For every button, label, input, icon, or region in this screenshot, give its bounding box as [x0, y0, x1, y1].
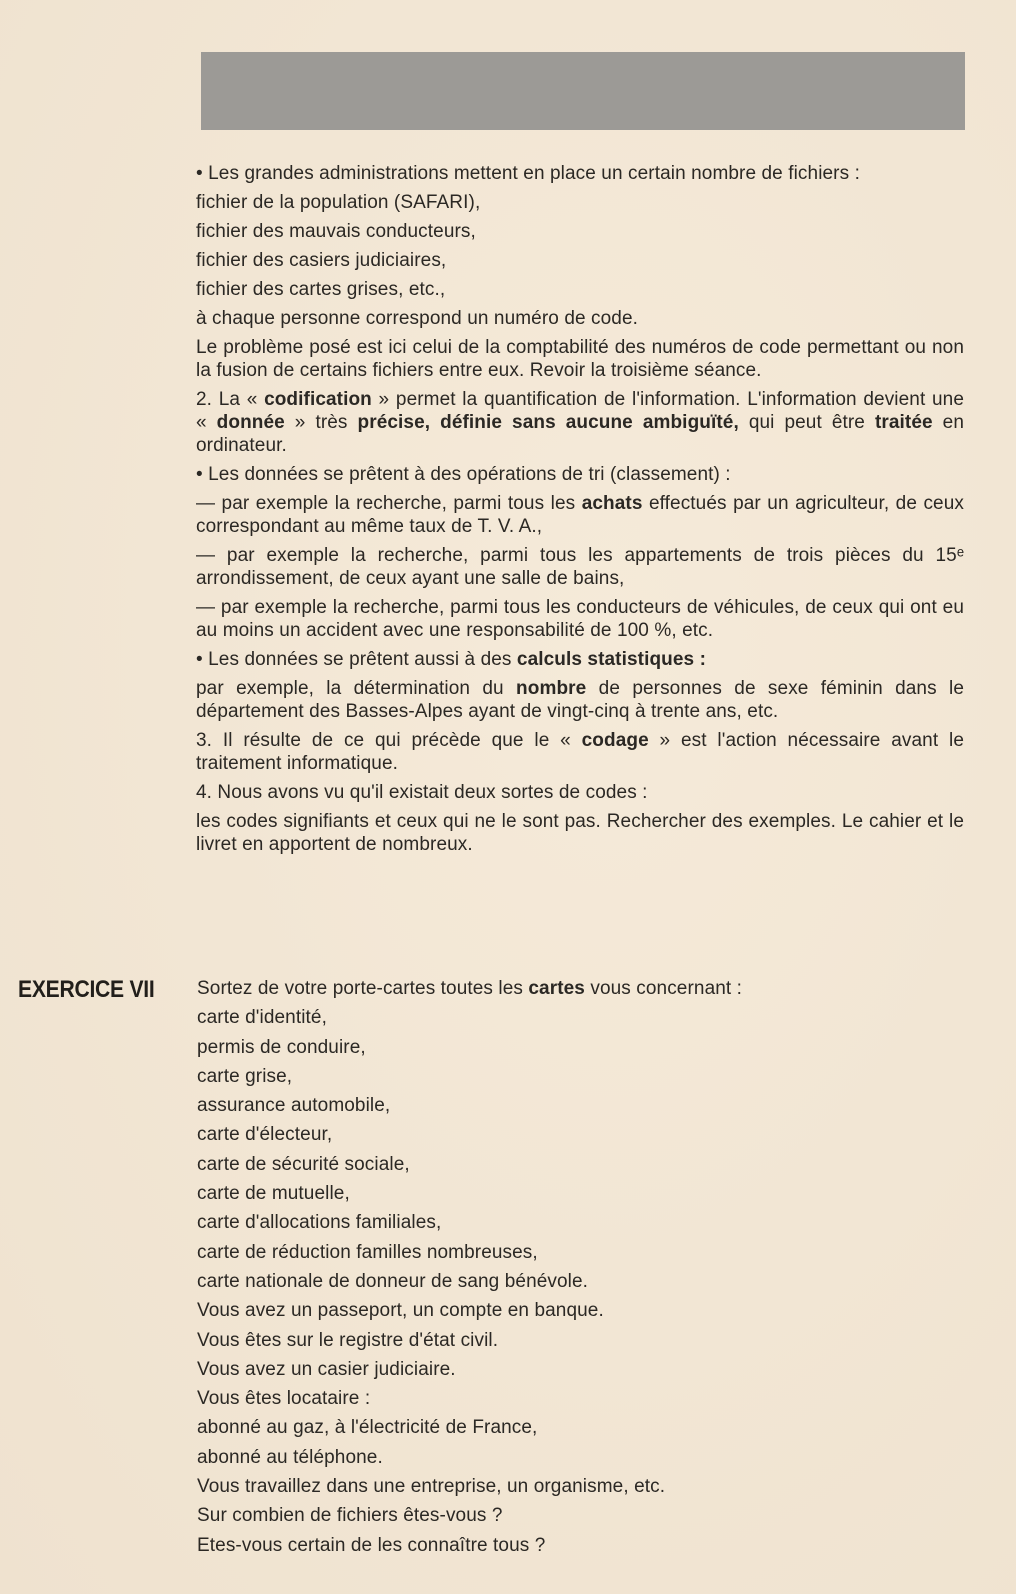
exercise-line [197, 1238, 917, 1267]
text-run: assurance automobile, [197, 1095, 391, 1117]
bold-text: traitée [874, 412, 933, 433]
text-run: en ordinateur. [196, 412, 965, 456]
text-run: vous concernant : [584, 978, 743, 999]
text-run: carte grise, [197, 1065, 293, 1087]
exercise-line [197, 1267, 917, 1296]
bold-text: précise, définie sans aucune ambiguïté, [357, 412, 739, 433]
bold-text: calculs statistiques : [516, 649, 707, 670]
text-run: fichier de la population (SAFARI), [196, 192, 481, 213]
exercise-line [197, 1208, 917, 1237]
bold-text: cartes [528, 978, 585, 999]
section-body [196, 162, 964, 856]
text-run: — par exemple la recherche, parmi tous les conducteurs de véhicules, de ceux qui ont eu au moins un accident avec une responsabilité de 100 %, etc. [196, 597, 964, 641]
exercise-line [197, 1150, 917, 1179]
text-run: — par exemple la recherche, parmi tous les appartements de trois pièces du 15ᵉ arrondissement, de ceux ayant une salle de bains, [196, 545, 964, 589]
exercise-line [197, 1531, 917, 1560]
text-run: » très [284, 412, 358, 433]
text-run: Vous travaillez dans une entreprise, un organisme, etc. [197, 1476, 666, 1498]
text-run: par exemple, la détermination du [196, 678, 517, 699]
text-run: » est l'action nécessaire avant le traitement informatique. [196, 730, 964, 774]
text-run: carte nationale de donneur de sang bénévole. [197, 1270, 589, 1292]
exercise-line [197, 1384, 917, 1413]
text-run: • Les données se prêtent aussi à des [196, 649, 517, 670]
paragraph [196, 596, 964, 642]
text-run: à chaque personne correspond un numéro de code. [196, 308, 639, 329]
text-run: 2. La « [196, 389, 265, 410]
paragraph [196, 191, 964, 214]
text-run: fichier des casiers judiciaires, [196, 250, 447, 271]
paragraph [196, 492, 964, 538]
exercise-line [197, 1443, 917, 1472]
bold-text: codification [264, 389, 372, 410]
exercise-line [197, 1033, 917, 1062]
text-run: • Les grandes administrations mettent en place un certain nombre de fichiers : [196, 163, 860, 184]
text-run: fichier des cartes grises, etc., [196, 279, 446, 300]
text-run: 3. Il résulte de ce qui précède que le « [196, 730, 582, 751]
exercise-line [197, 974, 917, 1003]
paragraph [196, 781, 964, 804]
text-run: Le problème posé est ici celui de la comptabilité des numéros de code permettant ou non la fusion de certains fichiers entre eux. Revoir la troisième séance. [196, 337, 964, 381]
text-run: carte d'allocations familiales, [197, 1212, 442, 1234]
text-run: • Les données se prêtent à des opérations de tri (classement) : [196, 464, 731, 485]
header-gray-band [201, 52, 965, 130]
exercise-line [197, 1091, 917, 1120]
text-run: les codes signifiants et ceux qui ne le sont pas. Rechercher des exemples. Le cahier et le livret en apportent de nombreux. [196, 811, 964, 855]
text-run: Vous avez un passeport, un compte en banque. [197, 1300, 604, 1322]
text-run: Etes-vous certain de les connaître tous ? [197, 1534, 546, 1556]
paragraph [196, 463, 964, 486]
text-run: Vous avez un casier judiciaire. [197, 1358, 456, 1380]
bold-text: codage [581, 730, 649, 751]
text-run: abonné au gaz, à l'électricité de France, [197, 1417, 538, 1439]
text-run: Sur combien de fichiers êtes-vous ? [197, 1505, 503, 1527]
paragraph [196, 729, 964, 775]
exercise-line [197, 1179, 917, 1208]
paragraph [196, 810, 964, 856]
exercise-line [197, 1355, 917, 1384]
text-run: » permet la quantification de l'information. L'information devient une « [196, 389, 964, 433]
paragraph [196, 677, 964, 723]
paragraph [196, 220, 964, 243]
paragraph [196, 648, 964, 671]
text-run: effectués par un agriculteur, de ceux correspondant au même taux de T. V. A., [196, 493, 964, 537]
text-run: permis de conduire, [197, 1036, 366, 1058]
exercise-line [197, 1326, 917, 1355]
paragraph [196, 544, 964, 590]
exercise-line [197, 1413, 917, 1442]
exercise-heading: EXERCICE VII [18, 976, 155, 1003]
text-run: abonné au téléphone. [197, 1446, 383, 1468]
paragraph [196, 162, 964, 185]
exercise-line [197, 1003, 917, 1032]
text-run: carte de mutuelle, [197, 1183, 350, 1205]
text-run: Vous êtes locataire : [197, 1388, 371, 1410]
exercise-line [197, 1296, 917, 1325]
text-run: 4. Nous avons vu qu'il existait deux sortes de codes : [196, 782, 648, 803]
text-run: qui peut être [738, 412, 875, 433]
text-run: Sortez de votre porte-cartes toutes les [197, 978, 529, 999]
text-run: fichier des mauvais conducteurs, [196, 221, 476, 242]
text-run: Vous êtes sur le registre d'état civil. [197, 1329, 499, 1351]
exercise-body [197, 974, 917, 1560]
bold-text: nombre [516, 678, 587, 699]
paragraph [196, 278, 964, 301]
text-run: carte d'identité, [197, 1007, 327, 1029]
paragraph [196, 388, 964, 457]
exercise-line [197, 1501, 917, 1530]
paragraph [196, 307, 964, 330]
text-run: carte de sécurité sociale, [197, 1153, 410, 1175]
text-run: — par exemple la recherche, parmi tous les [196, 493, 582, 514]
text-run: carte d'électeur, [197, 1124, 333, 1146]
exercise-line [197, 1062, 917, 1091]
text-run: de personnes de sexe féminin dans le département des Basses-Alpes ayant de vingt-cinq à trente ans, etc. [196, 678, 964, 722]
exercise-line [197, 1472, 917, 1501]
text-run: carte de réduction familles nombreuses, [197, 1241, 538, 1263]
paragraph [196, 249, 964, 272]
bold-text: donnée [216, 412, 285, 433]
exercise-line [197, 1120, 917, 1149]
paragraph [196, 336, 964, 382]
bold-text: achats [581, 493, 643, 514]
